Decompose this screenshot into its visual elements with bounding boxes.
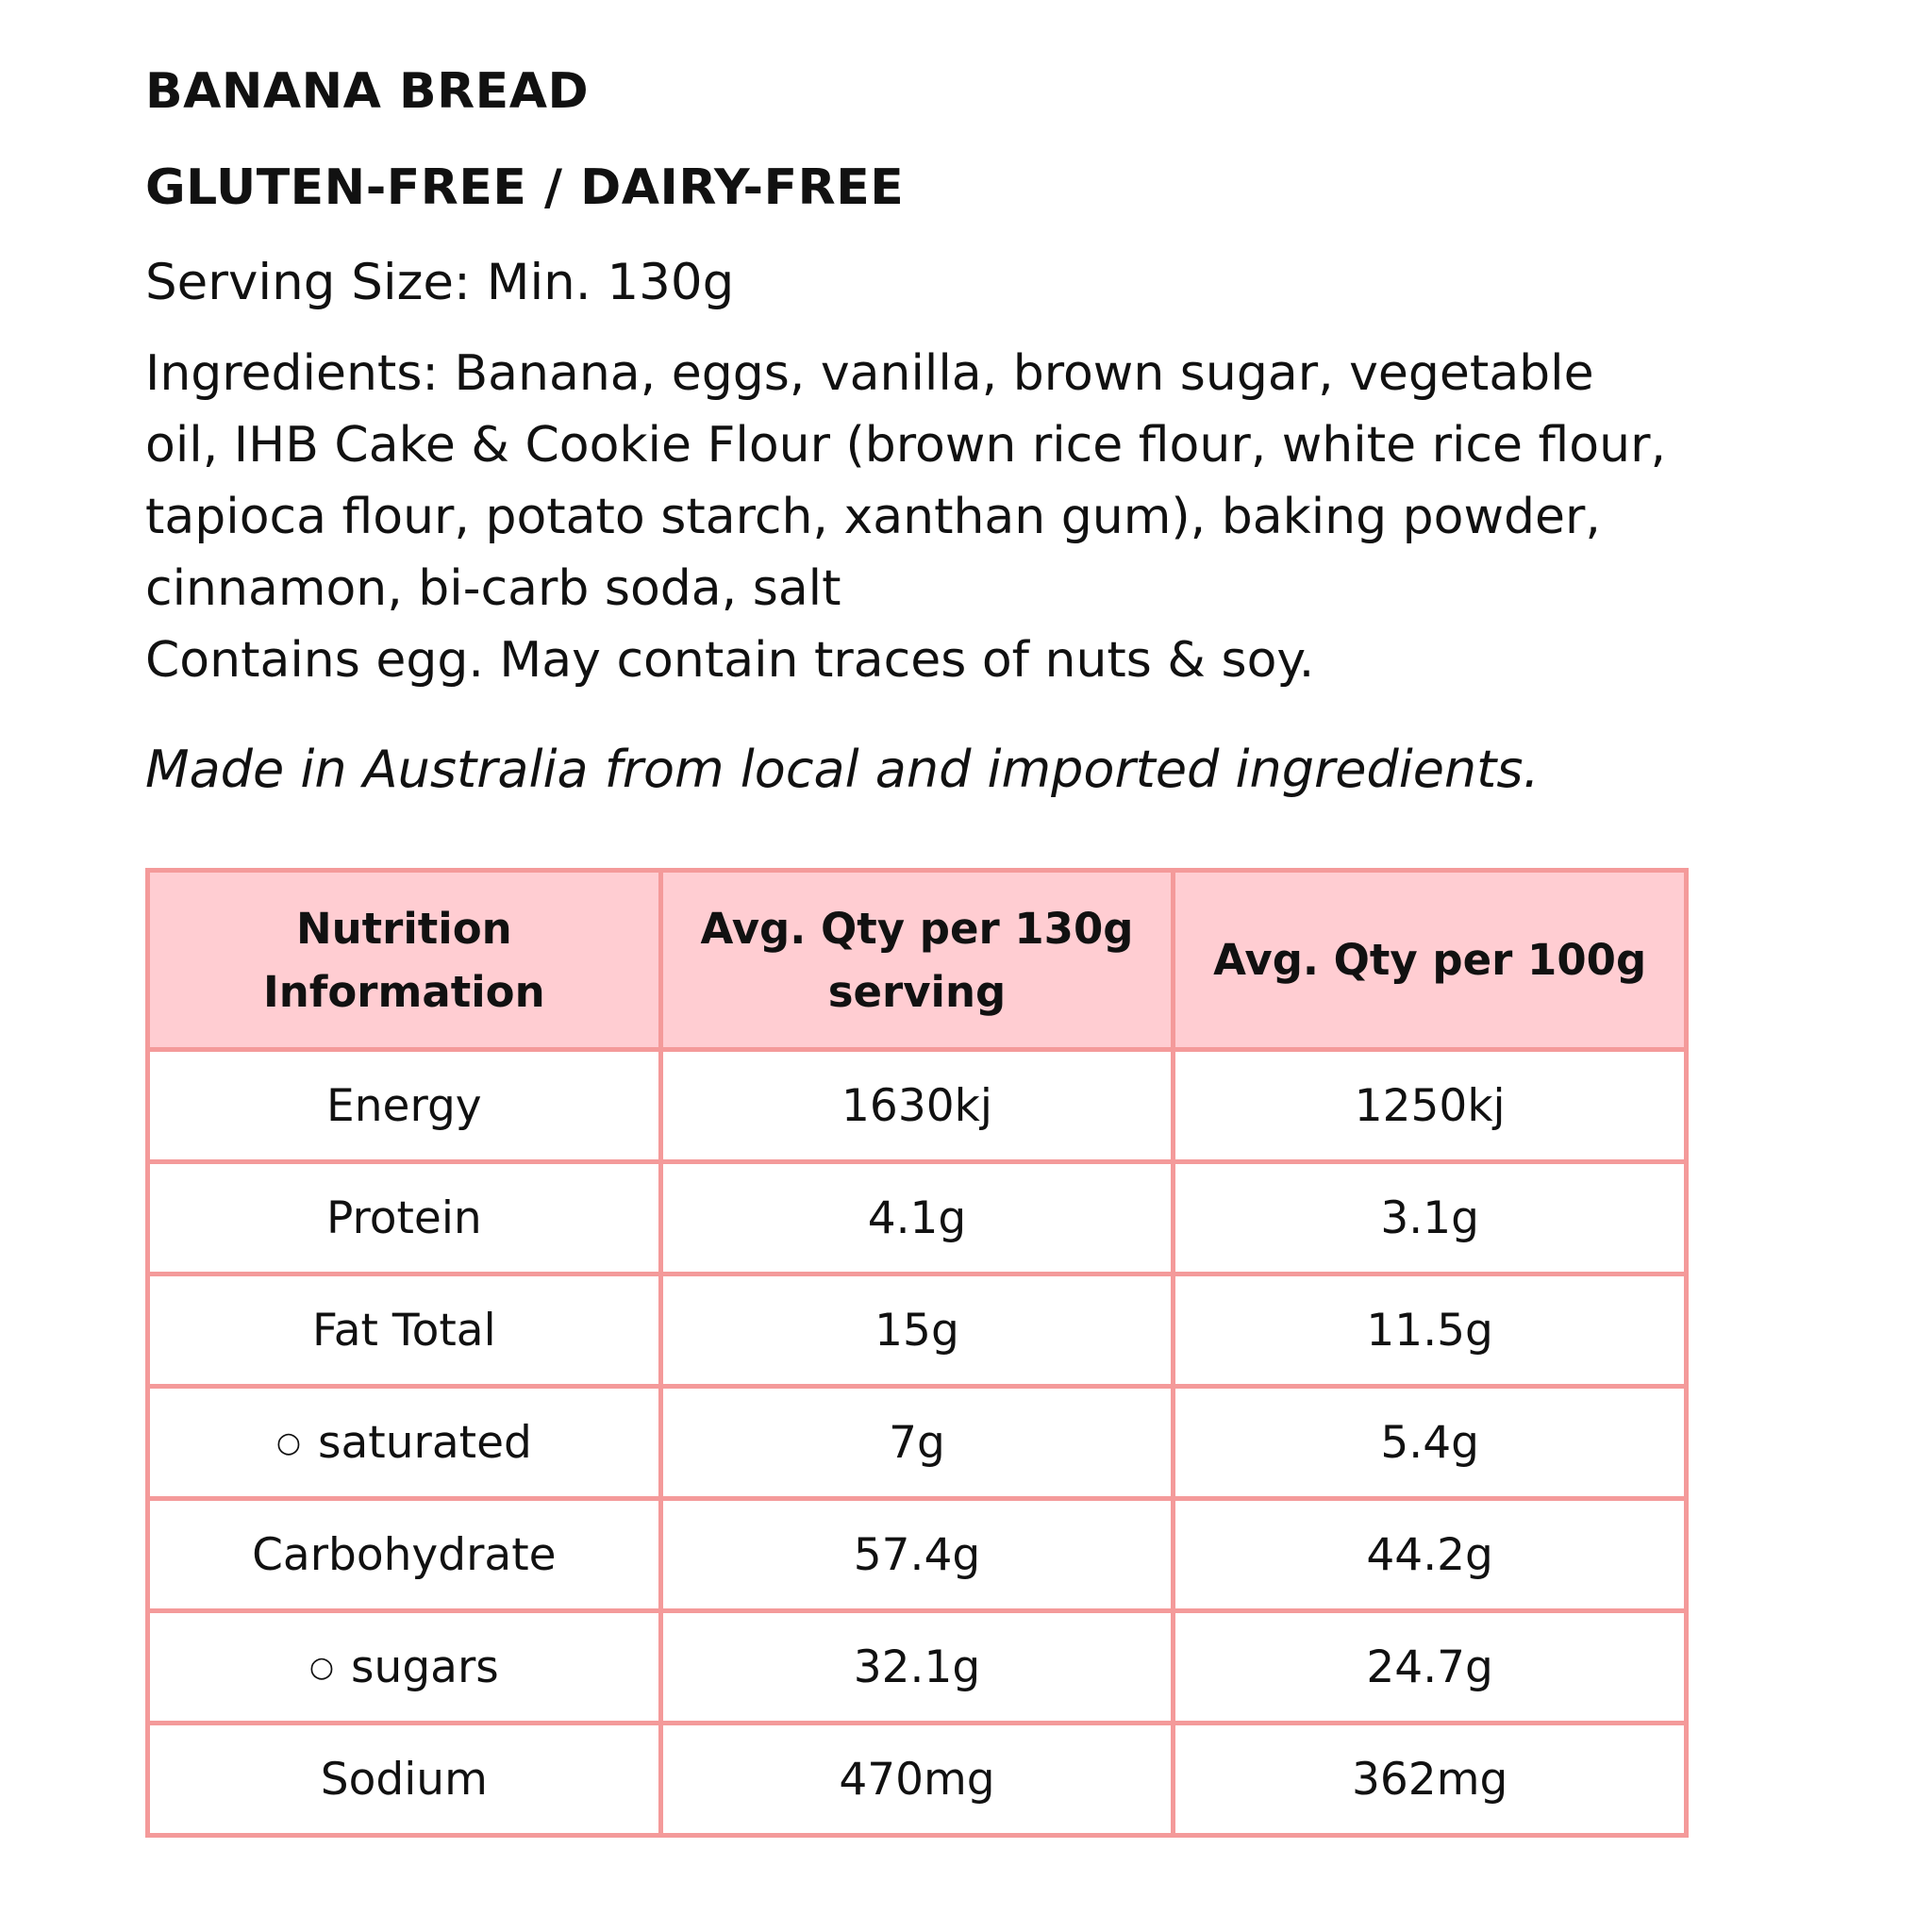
ingredients-line: oil, IHB Cake & Cookie Flour (brown rice flour, white rice flour, <box>145 417 1666 474</box>
table-row <box>148 1611 1687 1724</box>
bullet-icon: ○ <box>275 1425 302 1459</box>
product-title: BANANA BREAD <box>145 63 590 120</box>
table-row <box>148 1499 1687 1611</box>
ingredients-line: cinnamon, bi-carb soda, salt <box>145 560 841 617</box>
per-serving-value: 57.4g <box>660 1499 1174 1611</box>
table-row <box>148 1050 1687 1162</box>
nutrient-name: Protein <box>148 1162 661 1274</box>
per-100g-value: 5.4g <box>1174 1387 1687 1499</box>
table-row <box>148 1162 1687 1274</box>
table-row <box>148 1724 1687 1836</box>
header-per-100g: Avg. Qty per 100g <box>1174 871 1687 1050</box>
per-serving-value: 7g <box>660 1387 1174 1499</box>
per-serving-value: 470mg <box>660 1724 1174 1836</box>
per-100g-value: 24.7g <box>1174 1611 1687 1724</box>
table-row <box>148 1387 1687 1499</box>
per-100g-value: 3.1g <box>1174 1162 1687 1274</box>
nutrition-header-row <box>148 871 1687 1050</box>
nutrient-name: Fat Total <box>148 1274 661 1387</box>
nutrient-name: Energy <box>148 1050 661 1162</box>
header-per-serving: Avg. Qty per 130g serving <box>660 871 1174 1050</box>
nutrient-name-sub: ○ sugars <box>148 1611 661 1724</box>
nutrient-name-sub: ○ saturated <box>148 1387 661 1499</box>
per-100g-value: 11.5g <box>1174 1274 1687 1387</box>
ingredients-list <box>145 338 1749 625</box>
product-subtitle: GLUTEN-FREE / DAIRY-FREE <box>145 159 905 216</box>
ingredients-line: Ingredients: Banana, eggs, vanilla, brown sugar, vegetable <box>145 345 1594 402</box>
per-serving-value: 32.1g <box>660 1611 1174 1724</box>
ingredients-line: tapioca flour, potato starch, xanthan gum), baking powder, <box>145 489 1601 545</box>
product-info <box>145 58 1843 808</box>
per-100g-value: 1250kj <box>1174 1050 1687 1162</box>
origin-statement: Made in Australia from local and imported ingredients. <box>145 740 1540 799</box>
nutrient-name: Sodium <box>148 1724 661 1836</box>
nutrient-name: Carbohydrate <box>148 1499 661 1611</box>
per-100g-value: 362mg <box>1174 1724 1687 1836</box>
serving-size: Serving Size: Min. 130g <box>145 254 735 311</box>
per-serving-value: 4.1g <box>660 1162 1174 1274</box>
header-nutrition-information: Nutrition Information <box>148 871 661 1050</box>
allergen-statement: Contains egg. May contain traces of nuts & soy. <box>145 632 1315 689</box>
nutrition-table <box>145 868 1689 1838</box>
per-serving-value: 1630kj <box>660 1050 1174 1162</box>
per-serving-value: 15g <box>660 1274 1174 1387</box>
per-100g-value: 44.2g <box>1174 1499 1687 1611</box>
bullet-icon: ○ <box>308 1650 335 1684</box>
table-row <box>148 1274 1687 1387</box>
